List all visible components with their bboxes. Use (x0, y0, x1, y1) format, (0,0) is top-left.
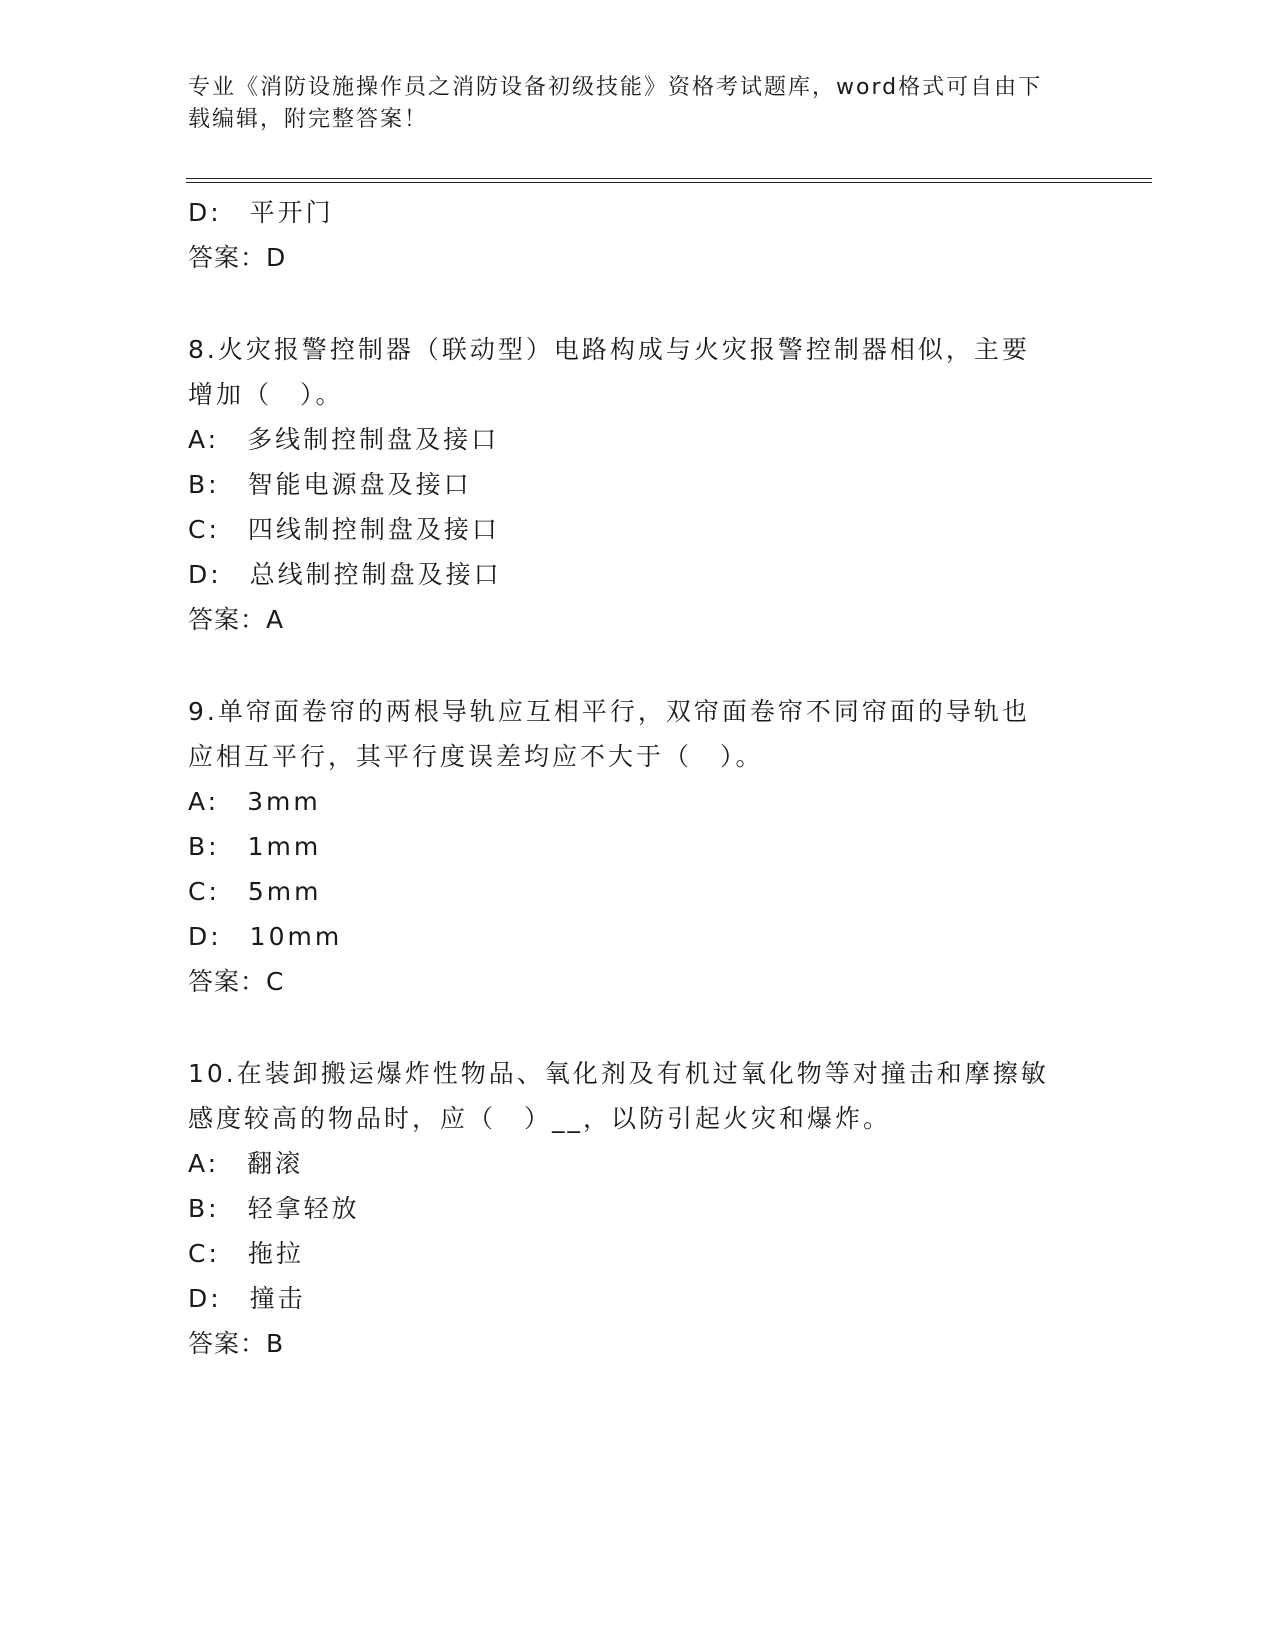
question-10-option-d: D: 撞击 (188, 1284, 306, 1313)
question-9-option-d: D: 10mm (188, 922, 343, 951)
question-8-option-b: B: 智能电源盘及接口 (188, 470, 472, 499)
spacer (188, 280, 1088, 327)
question-9-text-line-1: 9.单帘面卷帘的两根导轨应互相平行，双帘面卷帘不同帘面的导轨也 (188, 697, 1030, 726)
question-9 (188, 689, 1088, 1004)
header-divider (186, 178, 1152, 183)
question-10-answer: 答案：B (188, 1329, 285, 1358)
question-8-option-d: D: 总线制控制盘及接口 (188, 560, 502, 589)
question-10 (188, 1051, 1088, 1366)
question-9-option-a: A: 3mm (188, 787, 321, 816)
question-8-option-c: C: 四线制控制盘及接口 (188, 515, 500, 544)
question-9-text-line-2: 应相互平行，其平行度误差均应不大于（ ）。 (188, 742, 764, 771)
question-10-text-line-2: 感度较高的物品时，应（ ）__，以防引起火灾和爆炸。 (188, 1104, 892, 1133)
question-10-option-b: B: 轻拿轻放 (188, 1194, 360, 1223)
header-line-1: 专业《消防设施操作员之消防设备初级技能》资格考试题库，word格式可自由下 (188, 75, 1043, 100)
question-9-option-b: B: 1mm (188, 832, 322, 861)
question-10-option-c: C: 拖拉 (188, 1239, 304, 1268)
page-header (188, 72, 1088, 136)
question-8-text-line-2: 增加（ ）。 (188, 380, 344, 409)
question-10-text-line-1: 10.在装卸搬运爆炸性物品、氧化剂及有机过氧化物等对撞击和摩擦敏 (188, 1059, 1049, 1088)
question-8 (188, 327, 1088, 642)
question-9-answer: 答案：C (188, 967, 285, 996)
question-8-answer: 答案：A (188, 605, 285, 634)
spacer (188, 642, 1088, 689)
question-8-option-a: A: 多线制控制盘及接口 (188, 425, 500, 454)
question-content (188, 190, 1088, 1366)
prev-answer: 答案：D (188, 243, 287, 272)
question-9-option-c: C: 5mm (188, 877, 322, 906)
question-10-option-a: A: 翻滚 (188, 1149, 304, 1178)
spacer (188, 1004, 1088, 1051)
prev-option-d: D: 平开门 (188, 198, 334, 227)
question-8-text-line-1: 8.火灾报警控制器（联动型）电路构成与火灾报警控制器相似，主要 (188, 335, 1030, 364)
header-line-2: 载编辑，附完整答案！ (188, 107, 429, 132)
